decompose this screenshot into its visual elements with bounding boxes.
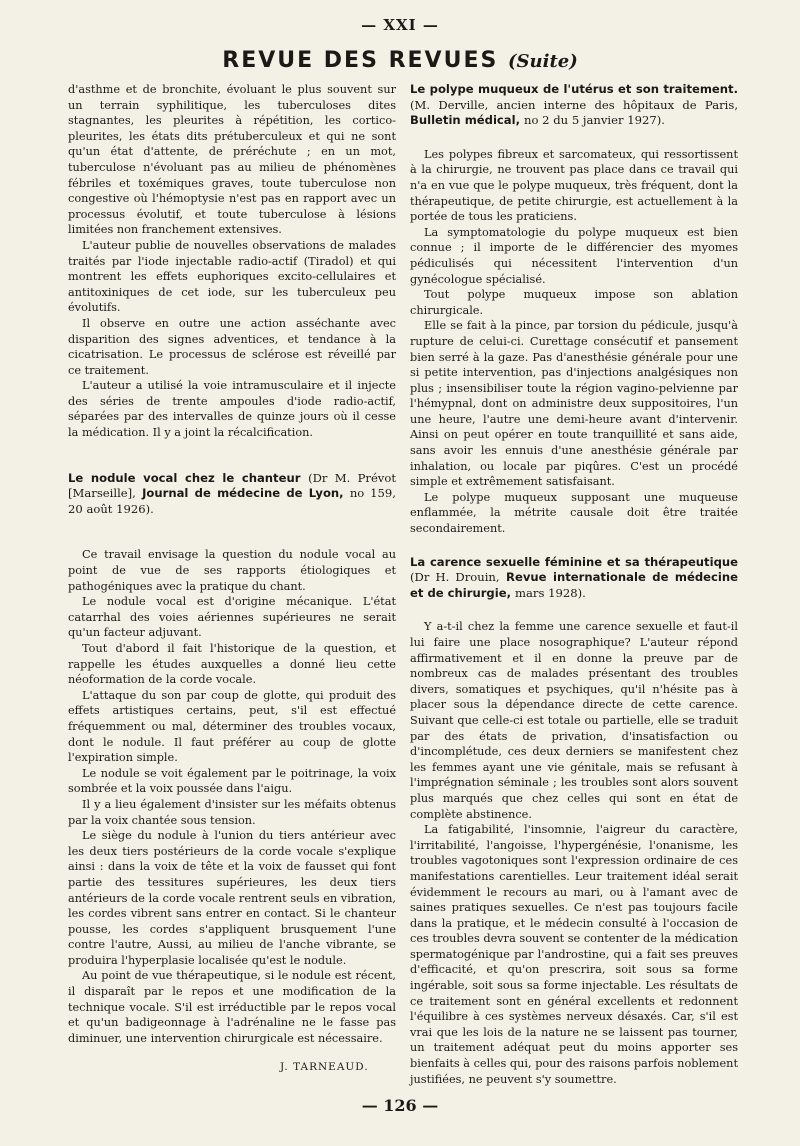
paragraph: La symptomatologie du polype muqueux est bien connue ; il importe de le différencier des myomes pédiculisés qui nécessitent l'intervention d'un gynécologue spécialisé. [410, 225, 738, 286]
article-ref: mars 1928). [515, 585, 586, 600]
article-author: (Dr M. Prévot [Marseille], [68, 470, 396, 501]
article-ref: no 2 du 5 janvier 1927). [524, 113, 665, 128]
article-title: Le polype muqueux de l'utérus et son traitement. [410, 82, 738, 96]
article-journal: Bulletin médical, [410, 113, 520, 128]
right-column [410, 82, 738, 1087]
paragraph: L'attaque du son par coup de glotte, qui produit des effets artistiques certains, peut, s'il est effectué fréquemment ou mal, déterminer des troubles vocaux, dont le nodule. Il faut préférer au coup de glotte l'expiration simple. [68, 688, 396, 765]
paragraph: Au point de vue thérapeutique, si le nodule est récent, il disparaît par le repos et une modification de la technique vocale. S'il est irréductible par le repos vocal et qu'un badigeonnage à l'adrénaline ne le fasse pas diminuer, une intervention chirurgicale est nécessaire. [68, 969, 396, 1045]
article-journal: Journal de médecine de Lyon, [142, 486, 344, 501]
paragraph: Il observe en outre une action asséchante avec disparition des signes adventices, et tendance à la cicatrisation. Le processus de sclérose est réveillé par ce traitement. [68, 316, 396, 377]
left-column [68, 82, 396, 1076]
paragraph: Tout d'abord il fait l'historique de la question, et rappelle les études auxquelles a donné lieu cette néoformation de la corde vocale. [68, 642, 396, 687]
paragraph: Il y a lieu également d'insister sur les méfaits obtenus par la voix chantée sous tension. [68, 797, 396, 827]
paragraph: Tout polype muqueux impose son ablation chirurgicale. [410, 288, 738, 317]
paragraph: Ce travail envisage la question du nodule vocal au point de vue de ses rapports étiologiques et pathogéniques avec la pratique du chant. [68, 548, 396, 593]
header-suite: (Suite) [508, 51, 578, 72]
top-page-number: — XXI — [361, 16, 439, 34]
paragraph: Elle se fait à la pince, par torsion du pédicule, jusqu'à rupture de celui-ci. Curettage consécutif et pansement bien serré à la gaze. Pas d'anesthésie générale pour une si petite intervention, pas d'injections analgésiques non plus ; insensibiliser toute la région vagino-pelvienne par l'hémypnal, dont on administre deux suppositoires, l'un une heure, l'autre une demi-heure avant d'intervenir. Ainsi on peut opérer en toute tranquillité et sans aide, sans avoir les ennuis d'une anesthésie générale par inhalation, ou locale par piqûres. C'est un procédé simple et extrêmement satisfaisant. [410, 319, 738, 489]
page-header [0, 48, 800, 73]
article-title: Le nodule vocal chez le chanteur [68, 470, 301, 485]
article-title-carence [410, 555, 738, 602]
paragraph: Les polypes fibreux et sarcomateux, qui ressortissent à la chirurgie, ne trouvent pas place dans ce travail qui n'a en vue que le polype muqueux, très fréquent, dont la thérapeutique, de petite chirurgie, est actuellement à la portée de tous les praticiens. [410, 147, 738, 224]
header-title: REVUE DES REVUES [222, 48, 499, 73]
article-author: (M. Derville, ancien interne des hôpitaux de Paris, [410, 97, 738, 112]
paragraph: L'auteur a utilisé la voie intramusculaire et il injecte des séries de trente ampoules d'iode radio-actif, séparées par des intervalles de quinze jours où il cesse la médication. Il y a joint la récalcification. [68, 379, 396, 440]
signature: J. TARNEAUD. [280, 1061, 369, 1074]
paragraph: Le siège du nodule à l'union du tiers antérieur avec les deux tiers postérieurs de la corde vocale s'explique ainsi : dans la voix de tête et la voix de fausset qui font partie des tessitures supérieures, les deux tiers antérieurs de la corde vocale rentrent seuls en vibration, les cordes vibrent sans entrer en contact. Si le chanteur pousse, les cordes s'appliquent brusquement l'une contre l'autre, Aussi, au milieu de l'anche vibrante, se produira l'hyperplasie localisée qu'est le nodule. [68, 829, 396, 967]
paragraph: d'asthme et de bronchite, évoluant le plus souvent sur un terrain syphilitique, les tuberculoses dites stagnantes, les pleurites à répétition, les cortico-pleurites, les états dits prétuberculeux et qui ne sont qu'un état d'attente, de préréchute ; en un mot, tuberculose n'évoluant pas au milieu de phénomènes fébriles et toxémiques graves, toute tuberculose non congestive où l'hémoptysie n'est pas en rapport avec un processus évolutif, et toute tuberculose à lésions limitées non franchement extensives. [68, 83, 396, 237]
article-ref: no 159, 20 août 1926). [68, 486, 396, 516]
article-title-nodule [68, 471, 396, 518]
paragraph: Le nodule vocal est d'origine mécanique. L'état catarrhal des voies aériennes supérieures ne serait qu'un facteur adjuvant. [68, 595, 396, 640]
article-author: (Dr H. Drouin, [410, 570, 500, 585]
paragraph: L'auteur publie de nouvelles observations de malades traités par l'iode injectable radio-actif (Tiradol) et qui montrent les effets euphoriques excito-cellulaires et antitoxiniques de cet iode, sur les tuberculeux peu évolutifs. [68, 238, 396, 315]
bottom-page-number: — 126 — [361, 1096, 439, 1115]
article-title-polype [410, 82, 738, 129]
paragraph: Y a-t-il chez la femme une carence sexuelle et faut-il lui faire une place nosographique? L'auteur répond affirmativement et il en donne la preuve par de nombreux cas de malades présentant des troubles divers, somatiques et psychiques, qu'il n'hésite pas à placer sous la dépendance directe de cette carence. Suivant que celle-ci est totale ou partielle, elle se traduit par des états de privation, d'insatisfaction ou d'incomplétude, ces deux derniers se manifestent chez les femmes ayant une vie génitale, mais se refusant à l'imprégnation séminale ; les troubles sont alors souvent plus marqués que chez celles qui sont en état de complète abstinence. [410, 620, 738, 821]
article-journal: Revue internationale de médecine et de chirurgie, [410, 570, 738, 600]
paragraph: La fatigabilité, l'insomnie, l'aigreur du caractère, l'irritabilité, l'angoisse, l'hypergénésie, l'onanisme, les troubles vagotoniques sont l'expression ordinaire de ces manifestations carentielles. Leur traitement idéal serait évidemment le recours au mari, ou à l'amant avec de saines pratiques sexuelles. Ce n'est pas toujours facile dans la pratique, et le médecin consulté à l'occasion de ces troubles devra souvent se contenter de la médication spermatogénique par l'androstine, qui a fait ses preuves d'efficacité, et qu'on prescrira, soit sous sa forme ingérable, soit sous sa forme injectable. Les résultats de ce traitement sont en général excellents et redonnent l'équilibre à ces systèmes nerveux désaxés. Car, s'il est vrai que les lois de la nature ne se laissent pas tourner, un traitement adéquat peut du moins apporter ses bienfaits à celles qui, pour des raisons parfois noblement justifiées, ne peuvent s'y soumettre. [410, 823, 738, 1086]
article-title: La carence sexuelle féminine et sa thérapeutique [410, 554, 738, 569]
paragraph: Le polype muqueux supposant une muqueuse enflammée, la métrite causale doit être traitée secondairement. [410, 490, 738, 536]
paragraph: Le nodule se voit également par le poitrinage, la voix sombrée et la voix poussée dans l'aigu. [68, 766, 396, 796]
